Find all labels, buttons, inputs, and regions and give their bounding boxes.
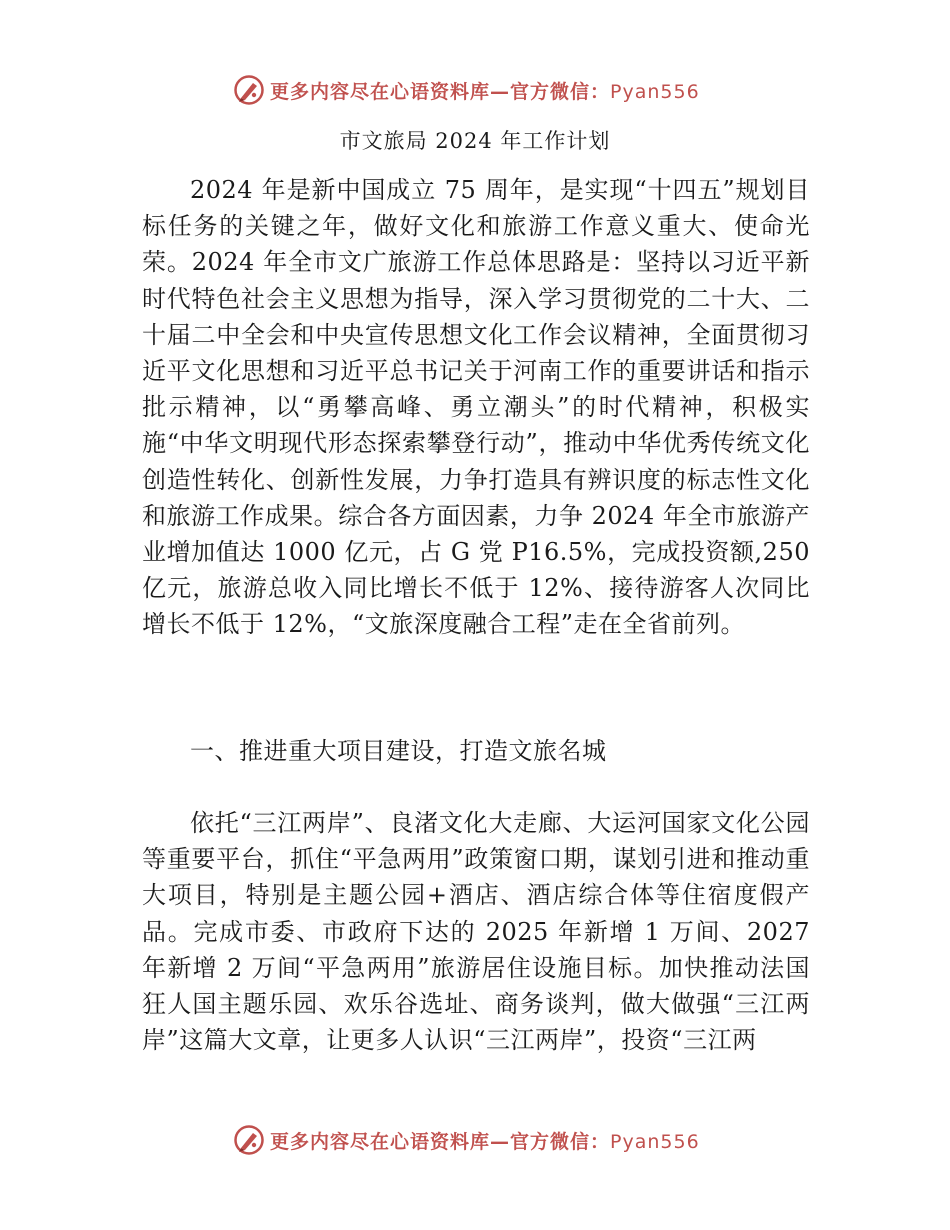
section-heading: 一、推进重大项目建设，打造文旅名城 [190,737,607,765]
pen-logo-icon [232,73,266,107]
intro-paragraph: 2024 年是新中国成立 75 周年，是实现“十四五”规划目标任务的关键之年，做好文化和旅游工作意义重大、使命光荣。2024 年全市文广旅游工作总体思路是：坚持以习近平新时代特色社会主义思想为指导，深入学习贯彻党的二十大、二十届二中全会和中央宣传思想文化工作会议精神，全面贯彻习近平文化思想和习近平总书记关于河南工作的重要讲话和指示批示精神，以“勇攀高峰、勇立潮头”的时代精神，积极实施“中华文明现代形态探索攀登行动”，推动中华优秀传统文化创造性转化、创新性发展，力争打造具有辨识度的标志性文化和旅游工作成果。综合各方面因素，力争 2024 年全市旅游产业增加值达 1000 亿元，占 G 党 P16.5%，完成投资额,250 亿元，旅游总收入同比增长不低于 12%、接待游客人次同比增长不低于 12%，“文旅深度融合工程”走在全省前列。 [142,176,810,639]
watermark-banner-bottom [232,1122,700,1158]
pen-logo-icon [232,1123,266,1157]
section-paragraph: 依托“三江两岸”、良渚文化大走廊、大运河国家文化公园等重要平台，抓住“平急两用”政策窗口期，谋划引进和推动重大项目，特别是主题公园+酒店、酒店综合体等住宿度假产品。完成市委、市政府下达的 2025 年新增 1 万间、2027 年新增 2 万间“平急两用”旅游居住设施目标。加快推动法国狂人国主题乐园、欢乐谷选址、商务谈判，做大做强“三江两岸”这篇大文章，让更多人认识“三江两岸”，投资“三江两 [142,809,810,1055]
watermark-banner-top [232,72,700,108]
document-title: 市文旅局 2024 年工作计划 [339,129,611,153]
watermark-text: 更多内容尽在心语资料库—官方微信：Pyan556 [270,1130,700,1153]
watermark-text: 更多内容尽在心语资料库—官方微信：Pyan556 [270,80,700,103]
